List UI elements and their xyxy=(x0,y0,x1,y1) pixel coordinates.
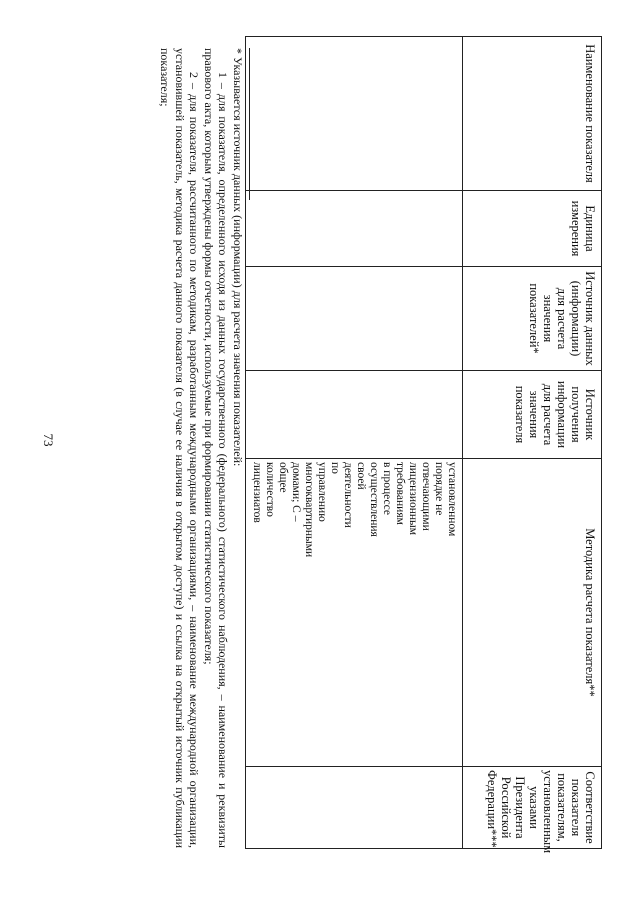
cell-method xyxy=(246,459,463,767)
header-compliance: Соответствие показателя показателям, установленным указами Президента Российской Федерации*** xyxy=(463,767,602,849)
table-header-row xyxy=(463,37,602,849)
header-info-source: Источник получения информации для расчета значения показателя xyxy=(463,371,602,459)
cell-indicator-name xyxy=(246,37,463,191)
cell-unit xyxy=(246,191,463,267)
cell-compliance xyxy=(246,767,463,849)
header-method: Методика расчета показателя** xyxy=(463,459,602,767)
cell-info-source xyxy=(246,371,463,459)
cell-data-source xyxy=(246,267,463,371)
header-indicator-name: Наименование показателя xyxy=(463,37,602,191)
footnote-3: 2 – для показателя, рассчитанного по методикам, разработанным международными организациями, – наименование международной организации, установившей показатель, методика расчета данного показателя (в случае ее наличия в открытом доступе) и ссылка на открытый источник публикации показателя; xyxy=(158,48,202,848)
header-unit: Единица измерения xyxy=(463,191,602,267)
footnote-divider xyxy=(249,48,250,200)
method-text: установленном порядке не отвечающими лицензионным требованиям в процессе осуществления своей деятельности по управлению многоквартирными домами; С – общее количество лицензиатов xyxy=(251,462,458,558)
footnotes xyxy=(158,48,250,848)
footnote-2: 1 – для показателя, определенного исходя из данных государственного (федерального) статистического наблюдения, – наименование и реквизиты правового акта, которым утверждены формы отчетности, используемые при формировании статистического показателя; xyxy=(202,48,231,848)
landscape-sheet xyxy=(42,36,602,876)
page-number: 73 xyxy=(41,433,56,447)
footnote-1: * Указывается источник данных (информации) для расчета значения показателей: xyxy=(231,48,245,467)
header-data-source: Источник данных (информации) для расчета значения показателей* xyxy=(463,267,602,371)
table-row xyxy=(246,37,463,849)
indicator-table xyxy=(245,36,602,854)
